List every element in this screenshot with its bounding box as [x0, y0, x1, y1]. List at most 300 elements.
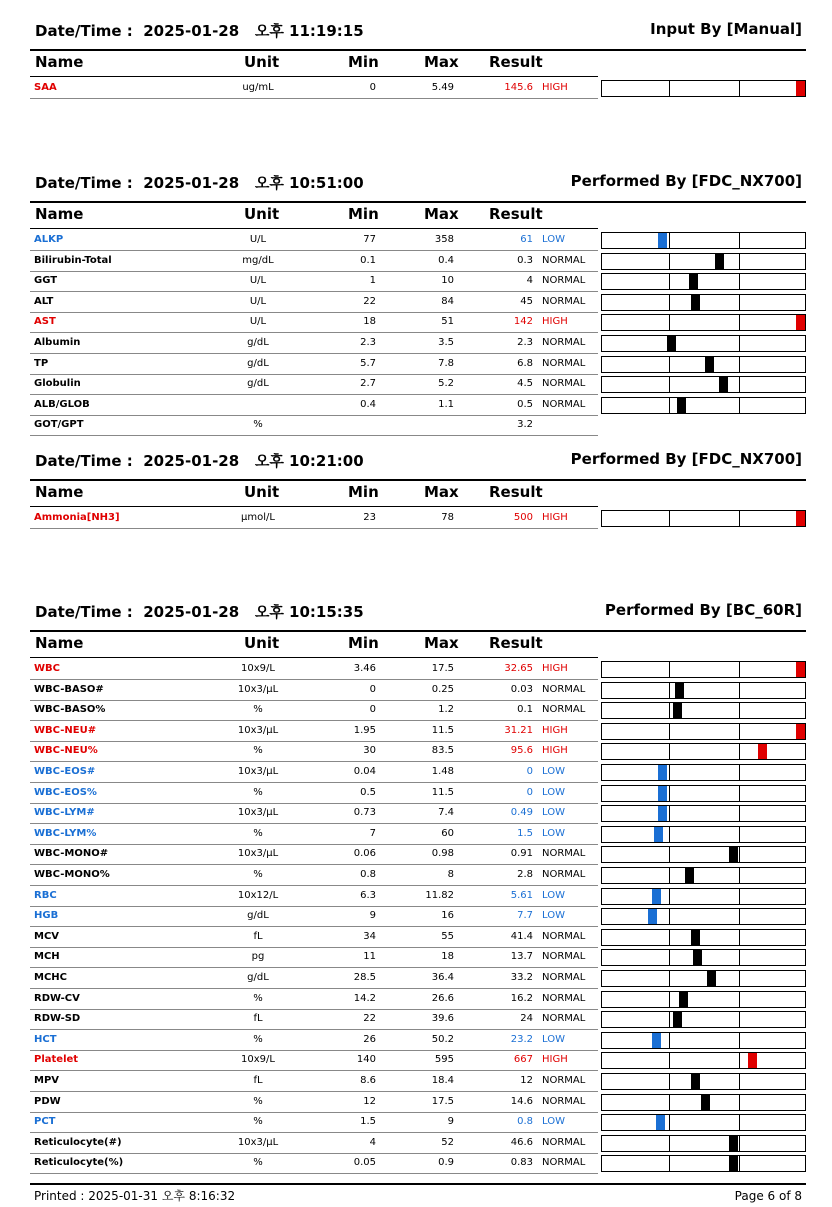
- table-row: [30, 272, 806, 292]
- range-bar-min-line: [669, 511, 670, 526]
- range-bar-max-line: [739, 1136, 740, 1151]
- column-header-name: Name: [35, 53, 84, 71]
- range-bar-min-line: [669, 1136, 670, 1151]
- column-header-name: Name: [35, 483, 84, 501]
- test-min: 0.05: [353, 1157, 376, 1169]
- test-result: 3.2: [517, 419, 533, 431]
- test-result: 0.03: [510, 683, 533, 695]
- footer-rule: [30, 1183, 806, 1185]
- test-flag: NORMAL: [542, 1136, 586, 1148]
- test-name: Platelet: [34, 1054, 79, 1066]
- section-datetime: Date/Time : 2025-01-28 오후 10:15:35: [35, 603, 364, 621]
- range-marker: [796, 662, 805, 677]
- test-max: 7.8: [438, 357, 454, 369]
- test-flag: LOW: [542, 827, 565, 839]
- test-flag: LOW: [542, 910, 565, 922]
- range-bar-min-line: [669, 1012, 670, 1027]
- range-bar: [601, 294, 806, 311]
- test-result: 2.3: [517, 337, 533, 348]
- test-name: WBC-MONO#: [34, 848, 109, 860]
- range-bar: [601, 356, 806, 373]
- range-bar-max-line: [739, 1012, 740, 1027]
- range-bar-max-line: [739, 950, 740, 965]
- test-result: 14.6: [510, 1095, 533, 1107]
- table-row: [30, 681, 806, 701]
- range-bar-min-line: [669, 1115, 670, 1130]
- result-section: [30, 172, 806, 431]
- test-min: 8.6: [360, 1075, 376, 1086]
- test-unit: %: [253, 1116, 263, 1128]
- section-datetime: Date/Time : 2025-01-28 오후 11:19:15: [35, 22, 364, 40]
- test-unit: mg/dL: [242, 254, 274, 266]
- range-bar-min-line: [669, 930, 670, 945]
- range-marker: [729, 1136, 738, 1151]
- range-marker: [796, 315, 805, 330]
- range-marker: [707, 971, 716, 986]
- test-unit: %: [253, 704, 263, 716]
- range-bar-min-line: [669, 1053, 670, 1068]
- row-divider: [30, 528, 598, 529]
- range-bar: [601, 1052, 806, 1069]
- range-marker: [689, 274, 698, 289]
- test-name: WBC-LYM#: [34, 807, 95, 819]
- test-unit: %: [253, 1095, 263, 1107]
- range-bar: [601, 1073, 806, 1090]
- range-bar-min-line: [669, 1074, 670, 1089]
- test-max: 0.4: [438, 254, 454, 266]
- test-min: 18: [363, 316, 376, 328]
- test-result: 16.2: [510, 992, 533, 1004]
- column-header-unit: Unit: [244, 634, 280, 652]
- range-bar-max-line: [739, 806, 740, 821]
- range-bar-max-line: [739, 274, 740, 289]
- test-max: 1.2: [438, 704, 454, 716]
- test-flag: NORMAL: [542, 295, 586, 307]
- range-bar: [601, 949, 806, 966]
- test-result: 1.5: [517, 827, 533, 839]
- test-max: 26.6: [431, 992, 454, 1004]
- range-bar-max-line: [739, 233, 740, 248]
- range-bar-min-line: [669, 868, 670, 883]
- test-flag: NORMAL: [542, 930, 586, 942]
- table-row: [30, 907, 806, 927]
- test-flag: LOW: [542, 1033, 565, 1045]
- table-row: [30, 416, 806, 436]
- test-max: 0.98: [431, 848, 454, 860]
- test-unit: μmol/L: [241, 512, 275, 523]
- range-bar-min-line: [669, 806, 670, 821]
- table-row: [30, 509, 806, 529]
- test-flag: NORMAL: [542, 337, 586, 348]
- test-max: 3.5: [438, 337, 454, 348]
- range-bar: [601, 991, 806, 1008]
- column-header-result: Result: [489, 634, 543, 652]
- range-bar-min-line: [669, 233, 670, 248]
- test-max: 5.2: [438, 378, 454, 390]
- test-min: 4: [369, 1136, 376, 1148]
- range-marker: [701, 1095, 710, 1110]
- range-bar-max-line: [739, 683, 740, 698]
- table-row: [30, 375, 806, 395]
- range-marker: [796, 511, 805, 526]
- test-result: 31.21: [504, 724, 533, 736]
- test-flag: HIGH: [542, 1054, 568, 1066]
- range-bar-max-line: [739, 336, 740, 351]
- range-bar-min-line: [669, 971, 670, 986]
- column-header-min: Min: [348, 483, 379, 501]
- test-result: 12: [520, 1075, 533, 1086]
- section-header: [30, 172, 806, 194]
- section-rule: [30, 201, 806, 203]
- test-result: 32.65: [504, 663, 533, 674]
- test-min: 28.5: [353, 972, 376, 983]
- range-bar-max-line: [739, 827, 740, 842]
- test-max: 60: [441, 827, 454, 839]
- range-bar-min-line: [669, 889, 670, 904]
- range-bar-min-line: [669, 1156, 670, 1171]
- range-bar-max-line: [739, 868, 740, 883]
- test-name: Ammonia[NH3]: [34, 512, 120, 523]
- range-bar-min-line: [669, 1095, 670, 1110]
- range-bar: [601, 826, 806, 843]
- test-max: 9: [447, 1116, 454, 1128]
- test-min: 0.1: [360, 254, 376, 266]
- range-bar-max-line: [739, 724, 740, 739]
- range-bar-min-line: [669, 724, 670, 739]
- test-name: Reticulocyte(#): [34, 1136, 122, 1148]
- test-name: PCT: [34, 1116, 56, 1128]
- table-row: [30, 928, 806, 948]
- test-result: 0.8: [517, 1116, 533, 1128]
- test-name: Bilirubin-Total: [34, 254, 112, 266]
- range-marker: [796, 724, 805, 739]
- range-bar: [601, 743, 806, 760]
- range-marker: [673, 1012, 682, 1027]
- range-marker: [658, 233, 667, 248]
- test-min: 0.06: [353, 848, 376, 860]
- range-bar: [601, 232, 806, 249]
- range-bar: [601, 929, 806, 946]
- test-result: 0.49: [510, 807, 533, 819]
- column-header-max: Max: [424, 53, 459, 71]
- test-flag: NORMAL: [542, 378, 586, 390]
- table-row: [30, 1093, 806, 1113]
- test-min: 34: [363, 930, 376, 942]
- range-marker: [691, 930, 700, 945]
- column-header-result: Result: [489, 483, 543, 501]
- test-flag: NORMAL: [542, 1095, 586, 1107]
- test-max: 8: [447, 869, 454, 880]
- table-row: [30, 948, 806, 968]
- test-name: PDW: [34, 1095, 61, 1107]
- range-marker: [691, 1074, 700, 1089]
- table-row: [30, 660, 806, 680]
- range-marker: [673, 703, 682, 718]
- test-min: 30: [363, 745, 376, 757]
- range-marker: [658, 786, 667, 801]
- test-max: 16: [441, 910, 454, 922]
- range-bar: [601, 1114, 806, 1131]
- section-rule: [30, 630, 806, 632]
- range-bar: [601, 335, 806, 352]
- range-bar-min-line: [669, 295, 670, 310]
- test-flag: NORMAL: [542, 951, 586, 963]
- range-marker: [691, 295, 700, 310]
- range-marker: [796, 81, 805, 96]
- range-bar: [601, 846, 806, 863]
- test-result: 61: [520, 234, 533, 245]
- test-min: 0.4: [360, 398, 376, 410]
- test-max: 39.6: [431, 1013, 454, 1025]
- test-unit: U/L: [249, 275, 267, 287]
- range-bar: [601, 253, 806, 270]
- table-row: [30, 293, 806, 313]
- range-bar-max-line: [739, 992, 740, 1007]
- range-bar: [601, 682, 806, 699]
- test-min: 26: [363, 1033, 376, 1045]
- test-min: 1: [369, 275, 376, 287]
- test-unit: g/dL: [247, 357, 269, 369]
- range-bar-max-line: [739, 1095, 740, 1110]
- column-header-result: Result: [489, 205, 543, 223]
- test-min: 14.2: [353, 992, 376, 1004]
- range-marker: [652, 1033, 661, 1048]
- section-datetime: Date/Time : 2025-01-28 오후 10:51:00: [35, 174, 364, 192]
- column-header-unit: Unit: [244, 205, 280, 223]
- test-result: 0.91: [510, 848, 533, 860]
- column-header-max: Max: [424, 634, 459, 652]
- range-bar: [601, 314, 806, 331]
- test-name: RDW-SD: [34, 1013, 81, 1025]
- test-unit: U/L: [249, 234, 267, 245]
- section-datetime: Date/Time : 2025-01-28 오후 10:21:00: [35, 452, 364, 470]
- test-flag: HIGH: [542, 663, 568, 674]
- test-flag: HIGH: [542, 724, 568, 736]
- range-marker: [658, 806, 667, 821]
- test-result: 23.2: [510, 1033, 533, 1045]
- range-bar-min-line: [669, 909, 670, 924]
- test-result: 0.3: [517, 254, 533, 266]
- column-header-min: Min: [348, 53, 379, 71]
- range-bar-min-line: [669, 786, 670, 801]
- table-row: [30, 231, 806, 251]
- test-min: 3.46: [353, 663, 376, 674]
- table-row: [30, 701, 806, 721]
- test-name: AST: [34, 316, 56, 328]
- range-bar-max-line: [739, 1115, 740, 1130]
- range-marker: [705, 357, 714, 372]
- test-flag: NORMAL: [542, 254, 586, 266]
- range-bar-max-line: [739, 398, 740, 413]
- test-unit: %: [253, 1157, 263, 1169]
- test-min: 0: [369, 704, 376, 716]
- section-performed-by: Performed By [FDC_NX700]: [570, 172, 802, 190]
- range-marker: [748, 1053, 757, 1068]
- section-performed-by: Performed By [BC_60R]: [604, 601, 802, 619]
- column-header-min: Min: [348, 205, 379, 223]
- test-max: 78: [441, 512, 454, 523]
- test-unit: U/L: [249, 316, 267, 328]
- range-bar: [601, 661, 806, 678]
- test-result: 0.5: [517, 398, 533, 410]
- table-row: [30, 1031, 806, 1051]
- range-bar-max-line: [739, 786, 740, 801]
- range-bar-max-line: [739, 971, 740, 986]
- table-row: [30, 763, 806, 783]
- test-name: ALB/GLOB: [34, 398, 90, 410]
- range-bar-min-line: [669, 683, 670, 698]
- range-bar-max-line: [739, 357, 740, 372]
- page-number: Page 6 of 8: [734, 1189, 802, 1203]
- result-section: [30, 450, 806, 523]
- test-unit: %: [253, 827, 263, 839]
- test-result: 4.5: [517, 378, 533, 390]
- column-header-max: Max: [424, 205, 459, 223]
- table-row: [30, 355, 806, 375]
- range-bar-min-line: [669, 950, 670, 965]
- test-flag: LOW: [542, 766, 565, 777]
- range-bar: [601, 376, 806, 393]
- range-bar: [601, 805, 806, 822]
- range-marker: [715, 254, 724, 269]
- table-row: [30, 1113, 806, 1133]
- range-bar: [601, 888, 806, 905]
- test-flag: NORMAL: [542, 1075, 586, 1086]
- test-max: 5.49: [431, 82, 454, 93]
- test-unit: %: [253, 992, 263, 1004]
- printed-datetime: Printed : 2025-01-31 오후 8:16:32: [34, 1189, 236, 1203]
- test-name: Albumin: [34, 337, 81, 348]
- range-bar: [601, 273, 806, 290]
- range-bar-max-line: [739, 847, 740, 862]
- header-rule: [30, 228, 598, 229]
- range-bar-min-line: [669, 254, 670, 269]
- test-unit: 10x3/μL: [237, 1136, 279, 1148]
- test-name: WBC: [34, 663, 60, 674]
- test-max: 1.48: [431, 766, 454, 777]
- test-name: MCV: [34, 930, 60, 942]
- range-bar-max-line: [739, 703, 740, 718]
- test-max: 51: [441, 316, 454, 328]
- test-unit: %: [253, 419, 263, 431]
- test-name: ALKP: [34, 234, 64, 245]
- range-bar-max-line: [739, 315, 740, 330]
- test-max: 84: [441, 295, 454, 307]
- section-performed-by: Performed By [FDC_NX700]: [570, 450, 802, 468]
- test-unit: ug/mL: [242, 82, 274, 93]
- test-min: 0.73: [353, 807, 376, 819]
- range-bar-min-line: [669, 847, 670, 862]
- table-row: [30, 1010, 806, 1030]
- test-unit: 10x3/μL: [237, 848, 279, 860]
- range-marker: [758, 744, 767, 759]
- test-max: 358: [434, 234, 454, 245]
- range-bar-min-line: [669, 357, 670, 372]
- test-max: 83.5: [431, 745, 454, 757]
- test-min: 5.7: [360, 357, 376, 369]
- test-unit: %: [253, 1033, 263, 1045]
- test-result: 45: [520, 295, 533, 307]
- range-bar-min-line: [669, 81, 670, 96]
- test-result: 5.61: [510, 889, 533, 901]
- range-bar-min-line: [669, 744, 670, 759]
- range-bar-min-line: [669, 827, 670, 842]
- range-bar-max-line: [739, 662, 740, 677]
- column-header-min: Min: [348, 634, 379, 652]
- test-unit: %: [253, 786, 263, 798]
- test-flag: NORMAL: [542, 683, 586, 695]
- table-row: [30, 334, 806, 354]
- test-unit: 10x9/L: [241, 663, 275, 674]
- header-rule: [30, 76, 598, 77]
- test-name: Globulin: [34, 378, 81, 390]
- test-result: 0: [526, 786, 533, 798]
- test-unit: 10x3/μL: [237, 766, 279, 777]
- table-row: [30, 825, 806, 845]
- range-marker: [719, 377, 728, 392]
- test-name: WBC-EOS#: [34, 766, 96, 777]
- test-min: 9: [369, 910, 376, 922]
- range-bar-min-line: [669, 703, 670, 718]
- range-marker: [658, 765, 667, 780]
- range-bar-min-line: [669, 398, 670, 413]
- test-unit: 10x3/μL: [237, 724, 279, 736]
- header-rule: [30, 506, 598, 507]
- test-flag: LOW: [542, 807, 565, 819]
- test-flag: NORMAL: [542, 398, 586, 410]
- test-min: 22: [363, 1013, 376, 1025]
- test-result: 6.8: [517, 357, 533, 369]
- test-max: 55: [441, 930, 454, 942]
- range-bar: [601, 723, 806, 740]
- test-result: 33.2: [510, 972, 533, 983]
- test-unit: g/dL: [247, 910, 269, 922]
- range-bar-max-line: [739, 889, 740, 904]
- test-name: MCH: [34, 951, 60, 963]
- test-min: 1.95: [353, 724, 376, 736]
- test-result: 0.1: [517, 704, 533, 716]
- range-bar-max-line: [739, 1074, 740, 1089]
- table-row: [30, 1072, 806, 1092]
- test-name: GGT: [34, 275, 58, 287]
- row-divider: [30, 435, 598, 436]
- test-max: 52: [441, 1136, 454, 1148]
- test-flag: LOW: [542, 1116, 565, 1128]
- test-unit: U/L: [249, 295, 267, 307]
- table-row: [30, 1134, 806, 1154]
- table-row: [30, 990, 806, 1010]
- test-min: 22: [363, 295, 376, 307]
- range-marker: [656, 1115, 665, 1130]
- range-marker: [677, 398, 686, 413]
- range-marker: [729, 1156, 738, 1171]
- test-result: 95.6: [510, 745, 533, 757]
- table-row: [30, 845, 806, 865]
- test-min: 0: [369, 683, 376, 695]
- range-bar: [601, 785, 806, 802]
- section-header: [30, 601, 806, 623]
- table-row: [30, 804, 806, 824]
- range-bar: [601, 510, 806, 527]
- range-bar: [601, 970, 806, 987]
- row-divider: [30, 98, 598, 99]
- test-name: MCHC: [34, 972, 67, 983]
- test-max: 11.82: [425, 889, 454, 901]
- test-flag: HIGH: [542, 316, 568, 328]
- test-name: TP: [34, 357, 49, 369]
- test-min: 1.5: [360, 1116, 376, 1128]
- test-flag: HIGH: [542, 82, 568, 93]
